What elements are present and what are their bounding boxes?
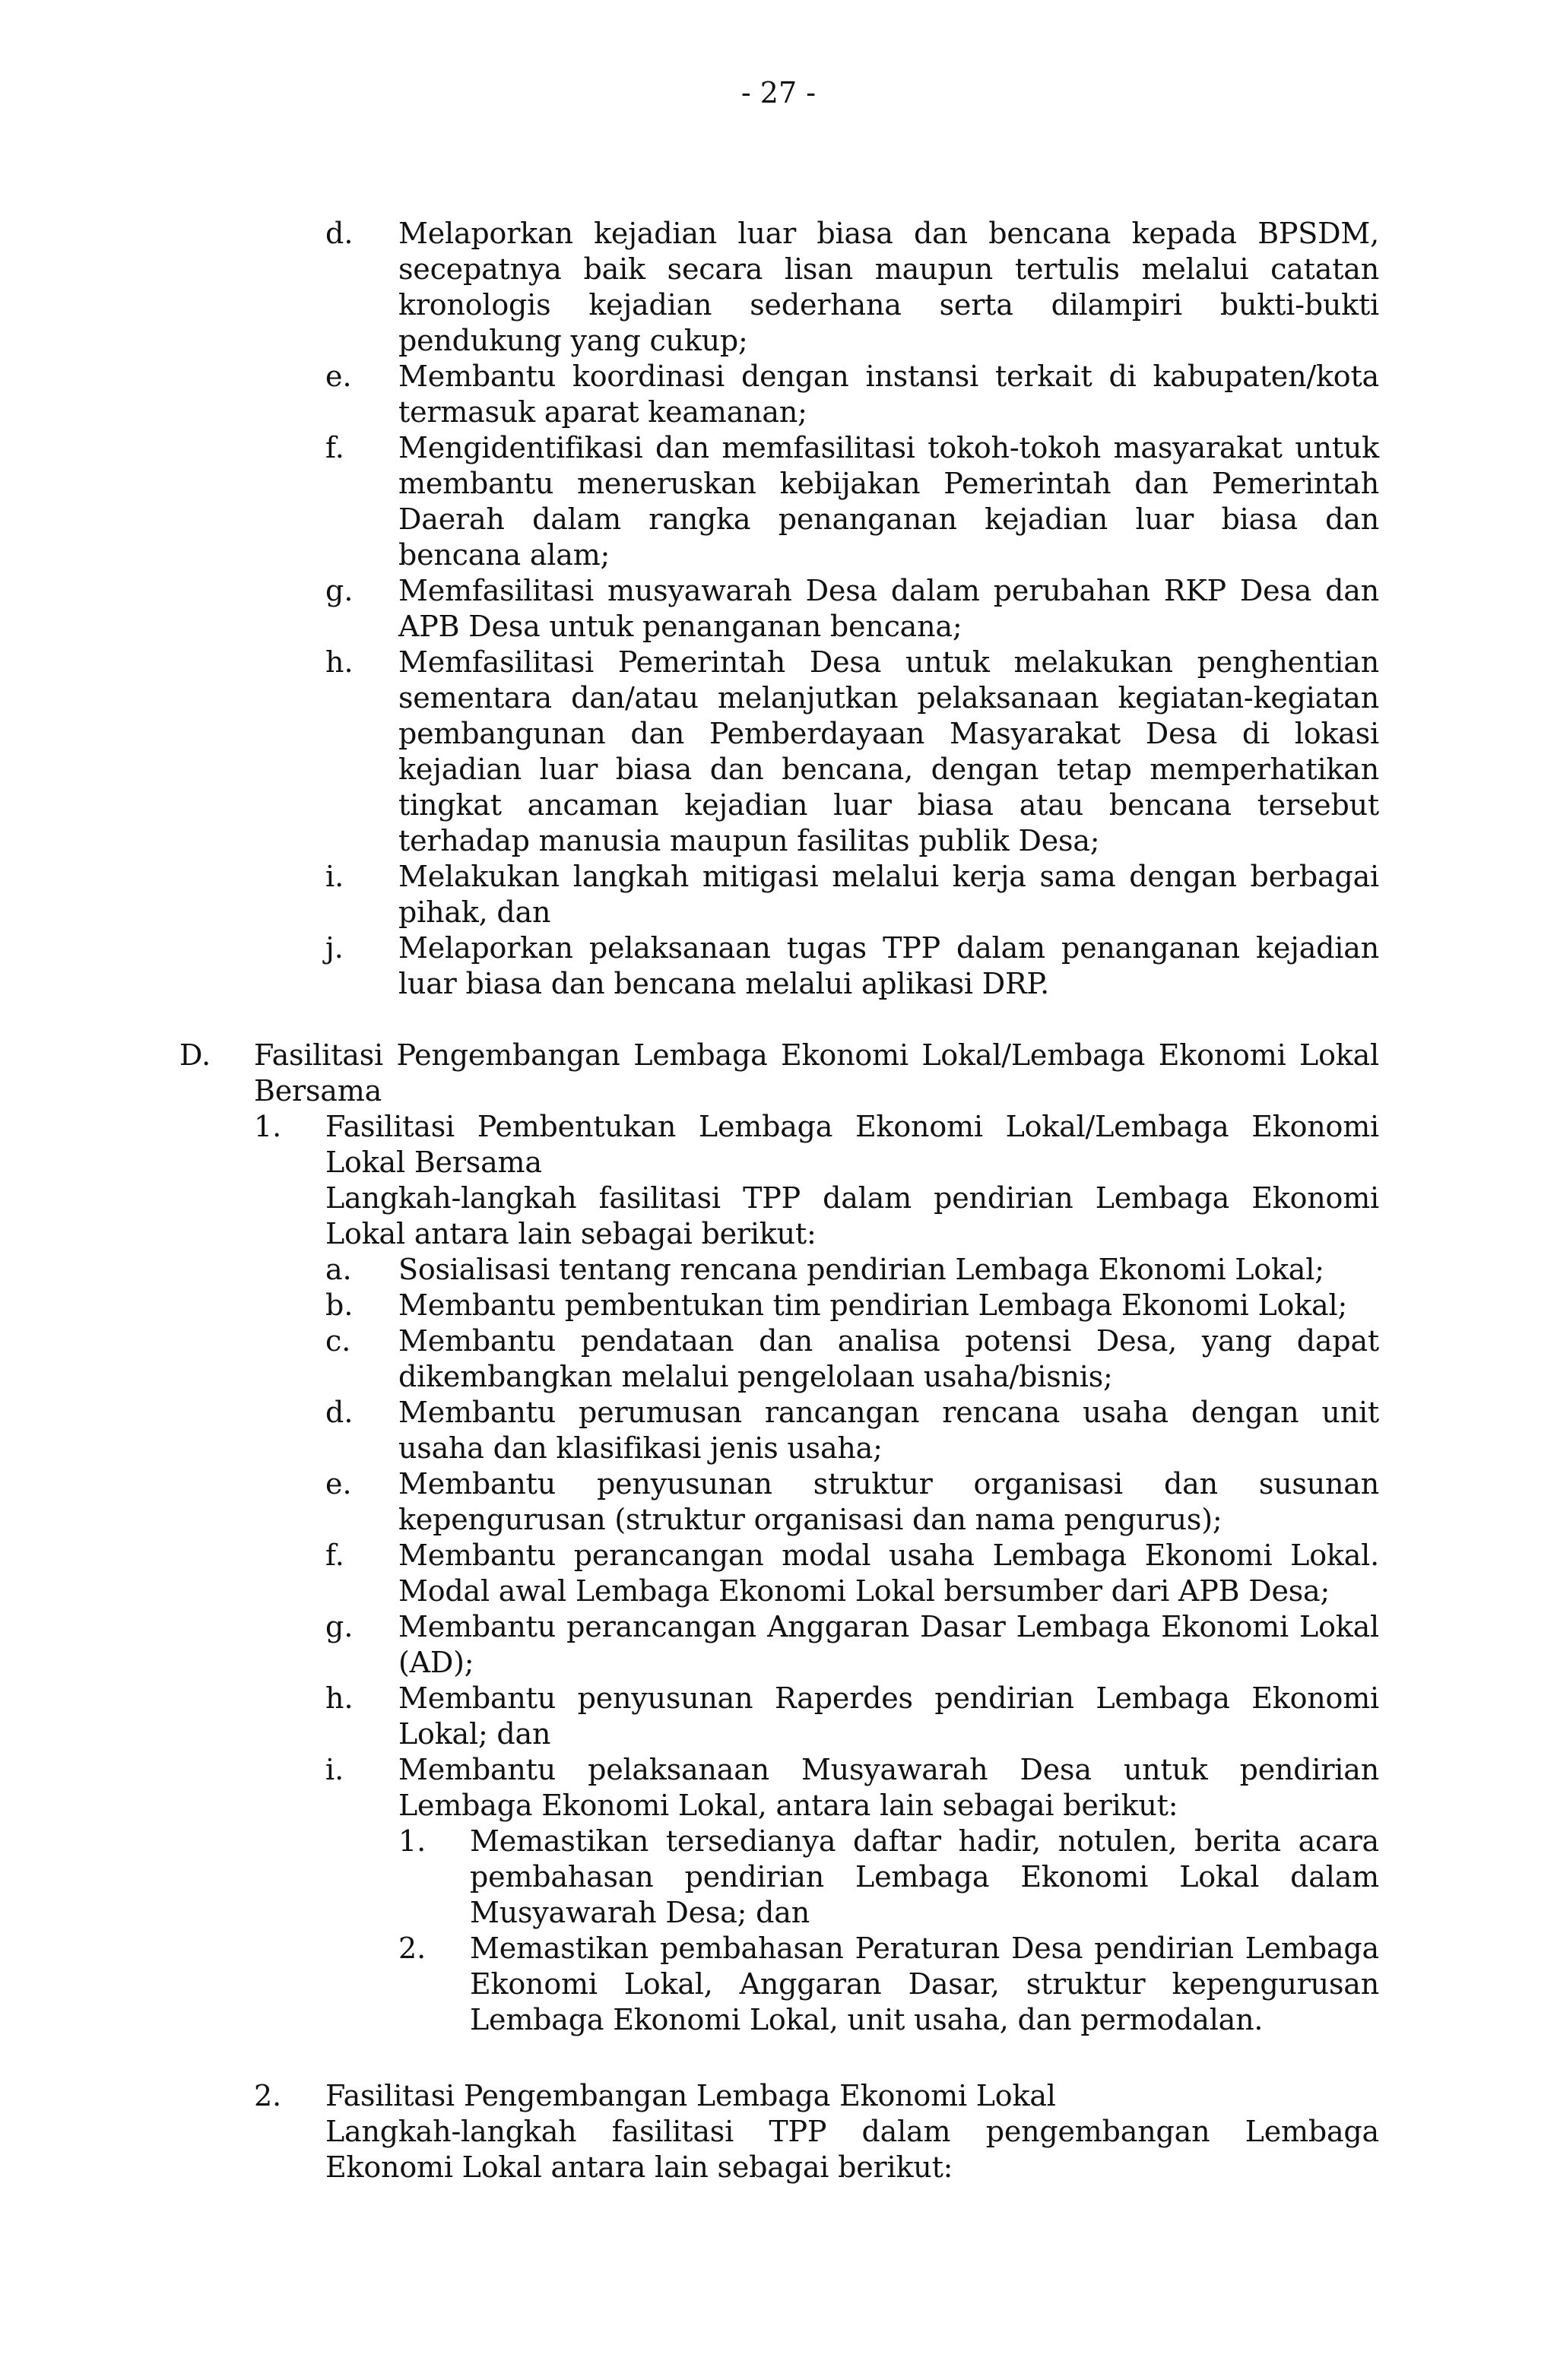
list-item-text: Melakukan langkah mitigasi melalui kerja sama dengan berbagai pihak, dan bbox=[398, 860, 1379, 929]
subsection-heading bbox=[254, 1109, 1379, 1180]
list-item-text: Melaporkan pelaksanaan tugas TPP dalam penanganan kejadian luar biasa dan bencana melalui aplikasi DRP. bbox=[398, 931, 1379, 1000]
list-item bbox=[325, 859, 1379, 930]
page-number: - 27 - bbox=[740, 76, 817, 109]
section-title: Fasilitasi Pengembangan Lembaga Ekonomi Lokal/Lembaga Ekonomi Lokal Bersama bbox=[254, 1038, 1379, 1108]
list-item-label: f. bbox=[325, 1539, 344, 1572]
list-item-text: Sosialisasi tentang rencana pendirian Lembaga Ekonomi Lokal; bbox=[398, 1253, 1324, 1286]
list-item bbox=[325, 930, 1379, 1002]
nested-list-item bbox=[398, 1824, 1379, 1931]
list-item bbox=[325, 1288, 1379, 1323]
list-item bbox=[325, 359, 1379, 430]
nested-list-item-label: 1. bbox=[398, 1824, 427, 1858]
list-item-label: e. bbox=[325, 360, 352, 393]
list-item-label: g. bbox=[325, 574, 354, 607]
list-item bbox=[325, 573, 1379, 645]
list-item-text: Membantu pendataan dan analisa potensi Desa, yang dapat dikembangkan melalui pengelolaan usaha/bisnis; bbox=[398, 1324, 1379, 1393]
list-item-text: Membantu perancangan modal usaha Lembaga Ekonomi Lokal. Modal awal Lembaga Ekonomi Lokal bersumber dari APB Desa; bbox=[398, 1539, 1379, 1608]
list-item-label: c. bbox=[325, 1324, 351, 1358]
list-item-label: b. bbox=[325, 1288, 354, 1322]
list-item-label: a. bbox=[325, 1253, 352, 1286]
list-item-text: Membantu pembentukan tim pendirian Lembaga Ekonomi Lokal; bbox=[398, 1288, 1348, 1322]
list-item-text: Membantu pelaksanaan Musyawarah Desa untuk pendirian Lembaga Ekonomi Lokal, antara lain sebagai berikut: bbox=[398, 1753, 1379, 1822]
list-item bbox=[325, 1252, 1379, 1288]
subsection-intro-text: Langkah-langkah fasilitasi TPP dalam pengembangan Lembaga Ekonomi Lokal antara lain sebagai berikut: bbox=[325, 2115, 1379, 2184]
list-item-text: Membantu koordinasi dengan instansi terkait di kabupaten/kota termasuk aparat keamanan; bbox=[398, 360, 1379, 429]
list-item bbox=[325, 430, 1379, 573]
list-item bbox=[325, 1752, 1379, 1824]
list-item-label: i. bbox=[325, 860, 344, 893]
list-item bbox=[325, 1681, 1379, 1752]
list-item-label: h. bbox=[325, 645, 354, 679]
list-item-text: Melaporkan kejadian luar biasa dan bencana kepada BPSDM, secepatnya baik secara lisan maupun tertulis melalui catatan kronologis kejadian sederhana serta dilampiri bukti-bukti pendukung yang cukup; bbox=[398, 217, 1379, 357]
subsection-label: 2. bbox=[254, 2079, 282, 2112]
subsection-title: Fasilitasi Pengembangan Lembaga Ekonomi Lokal bbox=[325, 2079, 1056, 2112]
list-item bbox=[325, 1609, 1379, 1681]
subsection-intro bbox=[325, 2114, 1379, 2185]
list-item-label: e. bbox=[325, 1467, 352, 1501]
section-heading bbox=[179, 1038, 1379, 1109]
list-item-text: Mengidentifikasi dan memfasilitasi tokoh-tokoh masyarakat untuk membantu meneruskan kebijakan Pemerintah dan Pemerintah Daerah dalam rangka penanganan kejadian luar biasa dan bencana alam; bbox=[398, 431, 1379, 572]
list-item-text: Membantu perancangan Anggaran Dasar Lembaga Ekonomi Lokal (AD); bbox=[398, 1610, 1379, 1679]
list-item-text: Memfasilitasi Pemerintah Desa untuk melakukan penghentian sementara dan/atau melanjutkan pelaksanaan kegiatan-kegiatan pembangunan dan Pemberdayaan Masyarakat Desa di lokasi kejadian luar biasa dan bencana, dengan tetap memperhatikan tingkat ancaman kejadian luar biasa atau bencana tersebut terhadap manusia maupun fasilitas publik Desa; bbox=[398, 645, 1379, 857]
subsection-title: Fasilitasi Pembentukan Lembaga Ekonomi Lokal/Lembaga Ekonomi Lokal Bersama bbox=[325, 1110, 1379, 1179]
list-item-label: f. bbox=[325, 431, 344, 464]
subsection-heading bbox=[254, 2078, 1379, 2114]
list-item-text: Membantu penyusunan struktur organisasi dan susunan kepengurusan (struktur organisasi dan nama pengurus); bbox=[398, 1467, 1379, 1536]
subsection-intro-text: Langkah-langkah fasilitasi TPP dalam pendirian Lembaga Ekonomi Lokal antara lain sebagai berikut: bbox=[325, 1181, 1379, 1250]
subsection-label: 1. bbox=[254, 1110, 282, 1143]
nested-list-item bbox=[398, 1931, 1379, 2038]
list-item bbox=[325, 1466, 1379, 1538]
subsection-intro bbox=[325, 1180, 1379, 1252]
list-item bbox=[325, 1323, 1379, 1395]
list-item-label: i. bbox=[325, 1753, 344, 1786]
nested-list-item-text: Memastikan pembahasan Peraturan Desa pendirian Lembaga Ekonomi Lokal, Anggaran Dasar, struktur kepengurusan Lembaga Ekonomi Lokal, unit usaha, dan permodalan. bbox=[470, 1932, 1379, 2036]
list-item-text: Memfasilitasi musyawarah Desa dalam perubahan RKP Desa dan APB Desa untuk penanganan bencana; bbox=[398, 574, 1379, 643]
list-item-text: Membantu penyusunan Raperdes pendirian Lembaga Ekonomi Lokal; dan bbox=[398, 1681, 1379, 1751]
nested-list-item-label: 2. bbox=[398, 1932, 427, 1965]
list-item-label: h. bbox=[325, 1681, 354, 1715]
list-item bbox=[325, 216, 1379, 359]
list-item bbox=[325, 1395, 1379, 1466]
list-item-label: d. bbox=[325, 217, 354, 250]
list-item-text: Membantu perumusan rancangan rencana usaha dengan unit usaha dan klasifikasi jenis usaha; bbox=[398, 1396, 1379, 1465]
list-item bbox=[325, 1538, 1379, 1609]
section-label: D. bbox=[179, 1038, 211, 1072]
list-item-label: d. bbox=[325, 1396, 354, 1429]
list-item-label: j. bbox=[325, 931, 344, 965]
list-item-label: g. bbox=[325, 1610, 354, 1643]
nested-list-item-text: Memastikan tersedianya daftar hadir, notulen, berita acara pembahasan pendirian Lembaga Ekonomi Lokal dalam Musyawarah Desa; dan bbox=[470, 1824, 1379, 1929]
list-item bbox=[325, 645, 1379, 859]
